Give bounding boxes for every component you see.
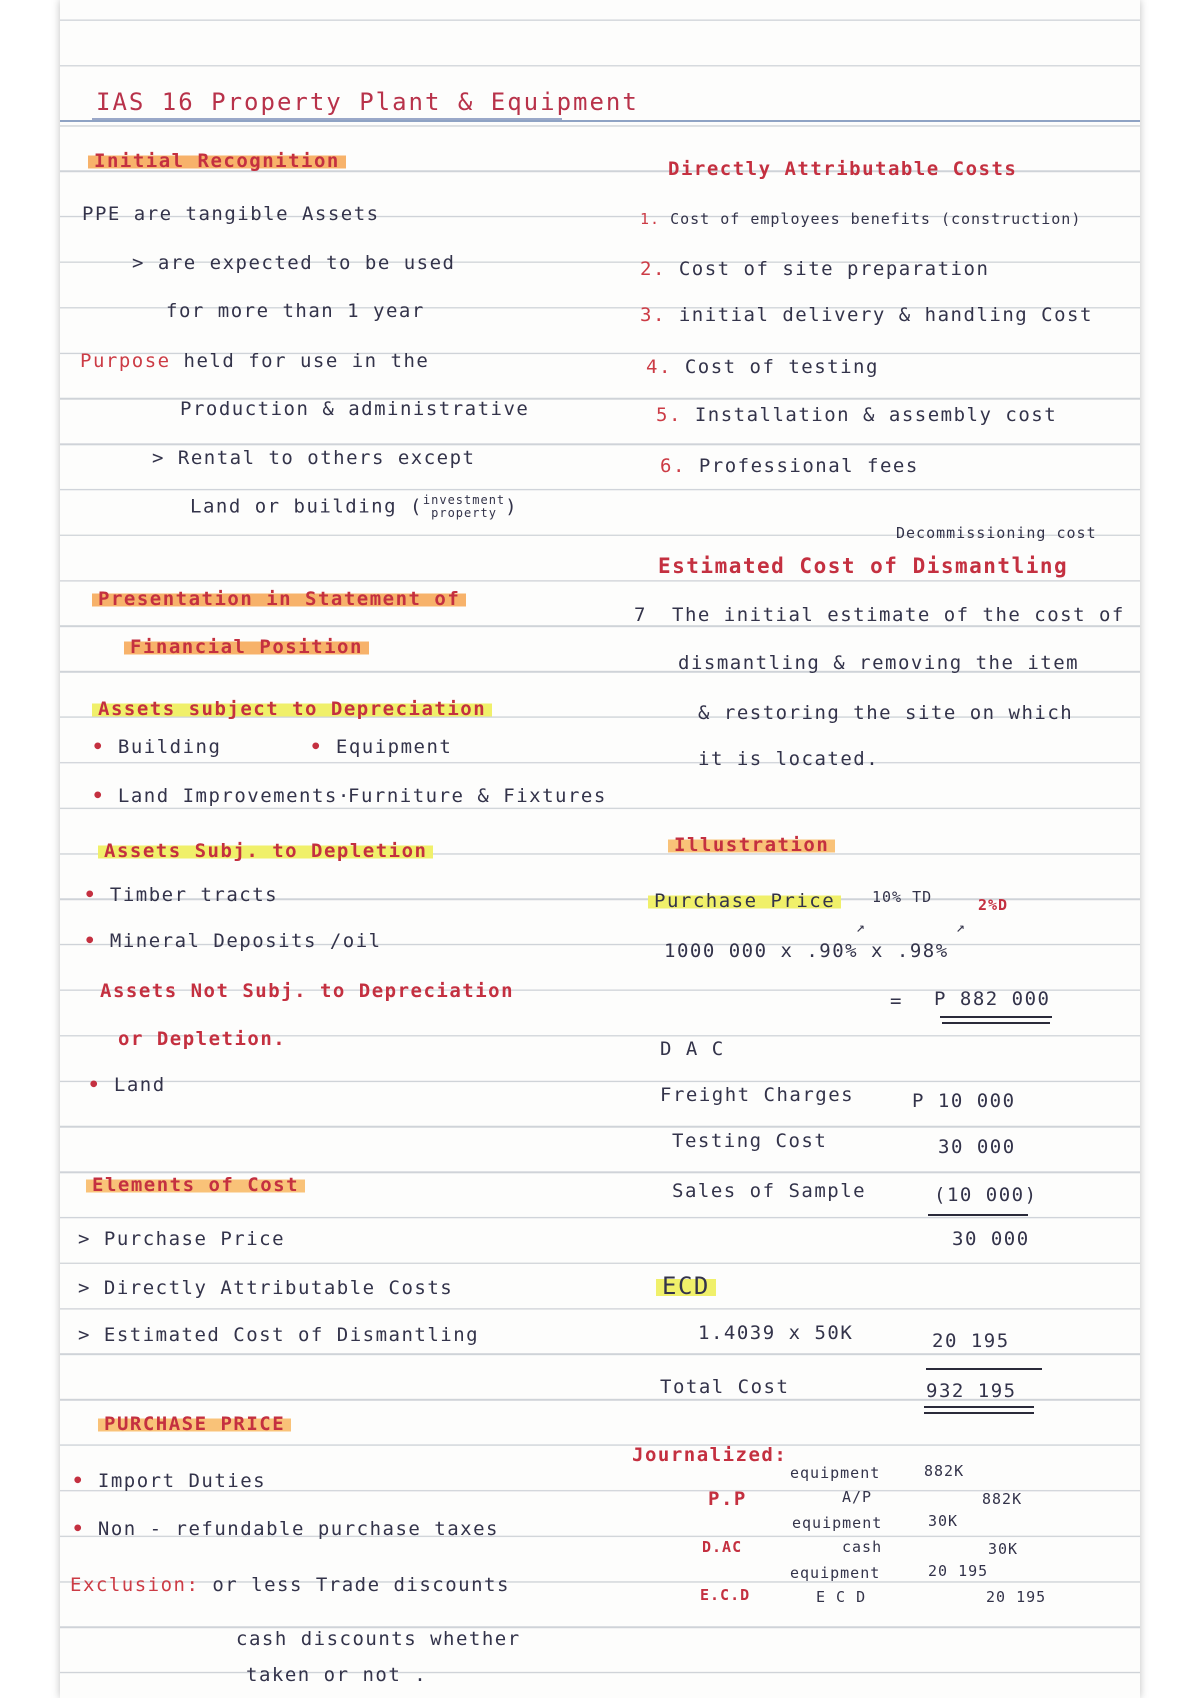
rental-line: > Rental to others except bbox=[152, 447, 476, 469]
purpose-line: Purpose held for use in the bbox=[80, 350, 430, 372]
exclusion-line-2: cash discounts whether bbox=[236, 1628, 521, 1650]
ecd-text-1: The initial estimate of the cost of bbox=[672, 604, 1125, 626]
element-dac: > Directly Attributable Costs bbox=[78, 1277, 454, 1299]
illustration-result: P 882 000 bbox=[934, 988, 1051, 1010]
arrow-1: ↗ bbox=[856, 918, 867, 936]
dep-item-equipment: • Equipment bbox=[310, 736, 453, 758]
element-ecd: > Estimated Cost of Dismantling bbox=[78, 1324, 480, 1346]
dac-subtotal-rule bbox=[928, 1214, 1028, 1216]
journal-tag-pp: P.P bbox=[708, 1488, 747, 1510]
journal-pp-dr: 882K bbox=[924, 1462, 965, 1480]
page-title: IAS 16 Property Plant & Equipment bbox=[96, 88, 639, 116]
testing-value: 30 000 bbox=[938, 1136, 1016, 1158]
financial-position-heading: Financial Position bbox=[124, 636, 369, 658]
dac-item-1: 1. Cost of employees benefits (construction) bbox=[640, 210, 1082, 228]
freight-value: P 10 000 bbox=[912, 1090, 1016, 1112]
production-line: Production & administrative bbox=[180, 398, 530, 420]
expected-use-line: > are expected to be used bbox=[132, 252, 456, 274]
one-year-line: for more than 1 year bbox=[166, 300, 425, 322]
ecd-text-3: & restoring the site on which bbox=[698, 702, 1074, 724]
purchase-price-heading: PURCHASE PRICE bbox=[98, 1413, 291, 1435]
total-rule bbox=[926, 1368, 1042, 1370]
ecd-text-2: dismantling & removing the item bbox=[678, 652, 1080, 674]
pp-item-nonrefundable: • Non - refundable purchase taxes bbox=[72, 1518, 499, 1540]
ecd-heading: Estimated Cost of Dismantling bbox=[658, 554, 1069, 578]
total-underline-1 bbox=[924, 1406, 1034, 1408]
depletion-item-mineral: • Mineral Deposits /oil bbox=[84, 930, 382, 952]
exclusion-line-3: taken or not . bbox=[246, 1664, 428, 1686]
total-cost-label: Total Cost bbox=[660, 1376, 790, 1398]
pp-item-import-duties: • Import Duties bbox=[72, 1470, 267, 1492]
depreciation-heading: Assets subject to Depreciation bbox=[92, 698, 492, 720]
ecd-value: 20 195 bbox=[932, 1330, 1010, 1352]
journal-dac-debit: equipment bbox=[792, 1514, 883, 1532]
elements-of-cost-heading: Elements of Cost bbox=[86, 1174, 305, 1196]
dep-item-land-improvements: • Land Improvements· bbox=[92, 785, 351, 807]
journal-pp-debit: equipment bbox=[790, 1464, 881, 1482]
illustration-heading: Illustration bbox=[668, 834, 835, 856]
dac-item-4: 4. Cost of testing bbox=[646, 356, 879, 378]
dep-item-furniture: Furniture & Fixtures bbox=[348, 785, 607, 807]
total-underline-2 bbox=[924, 1412, 1034, 1414]
dac-heading: Directly Attributable Costs bbox=[668, 158, 1018, 180]
ppe-definition: PPE are tangible Assets bbox=[82, 203, 380, 225]
journal-dac-dr: 30K bbox=[928, 1512, 959, 1530]
journal-heading: Journalized: bbox=[632, 1444, 788, 1466]
cash-discount-note: 2%D bbox=[978, 896, 1009, 914]
trade-discount-note: 10% TD bbox=[872, 888, 933, 906]
journal-ecd-debit: equipment bbox=[790, 1564, 881, 1582]
result-underline-1 bbox=[940, 1016, 1052, 1018]
dac-illustration-label: D A C bbox=[660, 1038, 725, 1060]
journal-dac-credit: cash bbox=[842, 1538, 883, 1556]
ecd-formula: 1.4039 x 50K bbox=[698, 1322, 854, 1344]
testing-label: Testing Cost bbox=[672, 1130, 828, 1152]
depletion-heading: Assets Subj. to Depletion bbox=[98, 840, 433, 862]
ecd-marker: 7 bbox=[634, 604, 647, 626]
exclusion-line: Exclusion: or less Trade discounts bbox=[70, 1574, 510, 1596]
initial-recognition-heading: Initial Recognition bbox=[88, 150, 346, 172]
depletion-item-timber: • Timber tracts bbox=[84, 884, 279, 906]
illustration-purchase-price-label: Purchase Price bbox=[648, 890, 841, 912]
ecd-text-4: it is located. bbox=[698, 748, 880, 770]
not-subject-item-land: • Land bbox=[88, 1074, 166, 1096]
sales-sample-label: Sales of Sample bbox=[672, 1180, 867, 1202]
journal-pp-cr: 882K bbox=[982, 1490, 1023, 1508]
title-underline bbox=[92, 118, 562, 120]
presentation-heading: Presentation in Statement of bbox=[92, 588, 466, 610]
result-underline-2 bbox=[942, 1022, 1050, 1024]
sales-sample-value: (10 000) bbox=[934, 1184, 1038, 1206]
journal-ecd-credit: E C D bbox=[816, 1588, 867, 1606]
journal-ecd-dr: 20 195 bbox=[928, 1562, 989, 1580]
element-purchase-price: > Purchase Price bbox=[78, 1228, 286, 1250]
dac-item-3: 3. initial delivery & handling Cost bbox=[640, 304, 1093, 326]
dac-item-6: 6. Professional fees bbox=[660, 455, 919, 477]
illustration-formula: 1000 000 x .90% x .98% bbox=[664, 940, 949, 962]
result-equals: = bbox=[890, 990, 903, 1012]
decommissioning-note: Decommissioning cost bbox=[896, 524, 1097, 542]
not-subject-heading-2: or Depletion. bbox=[118, 1028, 287, 1050]
journal-tag-ecd: E.C.D bbox=[700, 1586, 751, 1604]
dac-item-5: 5. Installation & assembly cost bbox=[656, 404, 1058, 426]
journal-pp-credit: A/P bbox=[842, 1488, 873, 1506]
land-building-line: Land or building ( investment property ) bbox=[190, 493, 519, 520]
freight-label: Freight Charges bbox=[660, 1084, 855, 1106]
journal-tag-dac: D.AC bbox=[702, 1538, 743, 1556]
dac-subtotal: 30 000 bbox=[952, 1228, 1030, 1250]
journal-ecd-cr: 20 195 bbox=[986, 1588, 1047, 1606]
header-rule bbox=[60, 120, 1140, 122]
journal-dac-cr: 30K bbox=[988, 1540, 1019, 1558]
not-subject-heading: Assets Not Subj. to Depreciation bbox=[100, 980, 515, 1002]
arrow-2: ↗ bbox=[956, 918, 967, 936]
total-cost-value: 932 195 bbox=[926, 1380, 1017, 1402]
dep-item-building: • Building bbox=[92, 736, 222, 758]
ecd-illustration-label: ECD bbox=[656, 1272, 716, 1300]
dac-item-2: 2. Cost of site preparation bbox=[640, 258, 990, 280]
